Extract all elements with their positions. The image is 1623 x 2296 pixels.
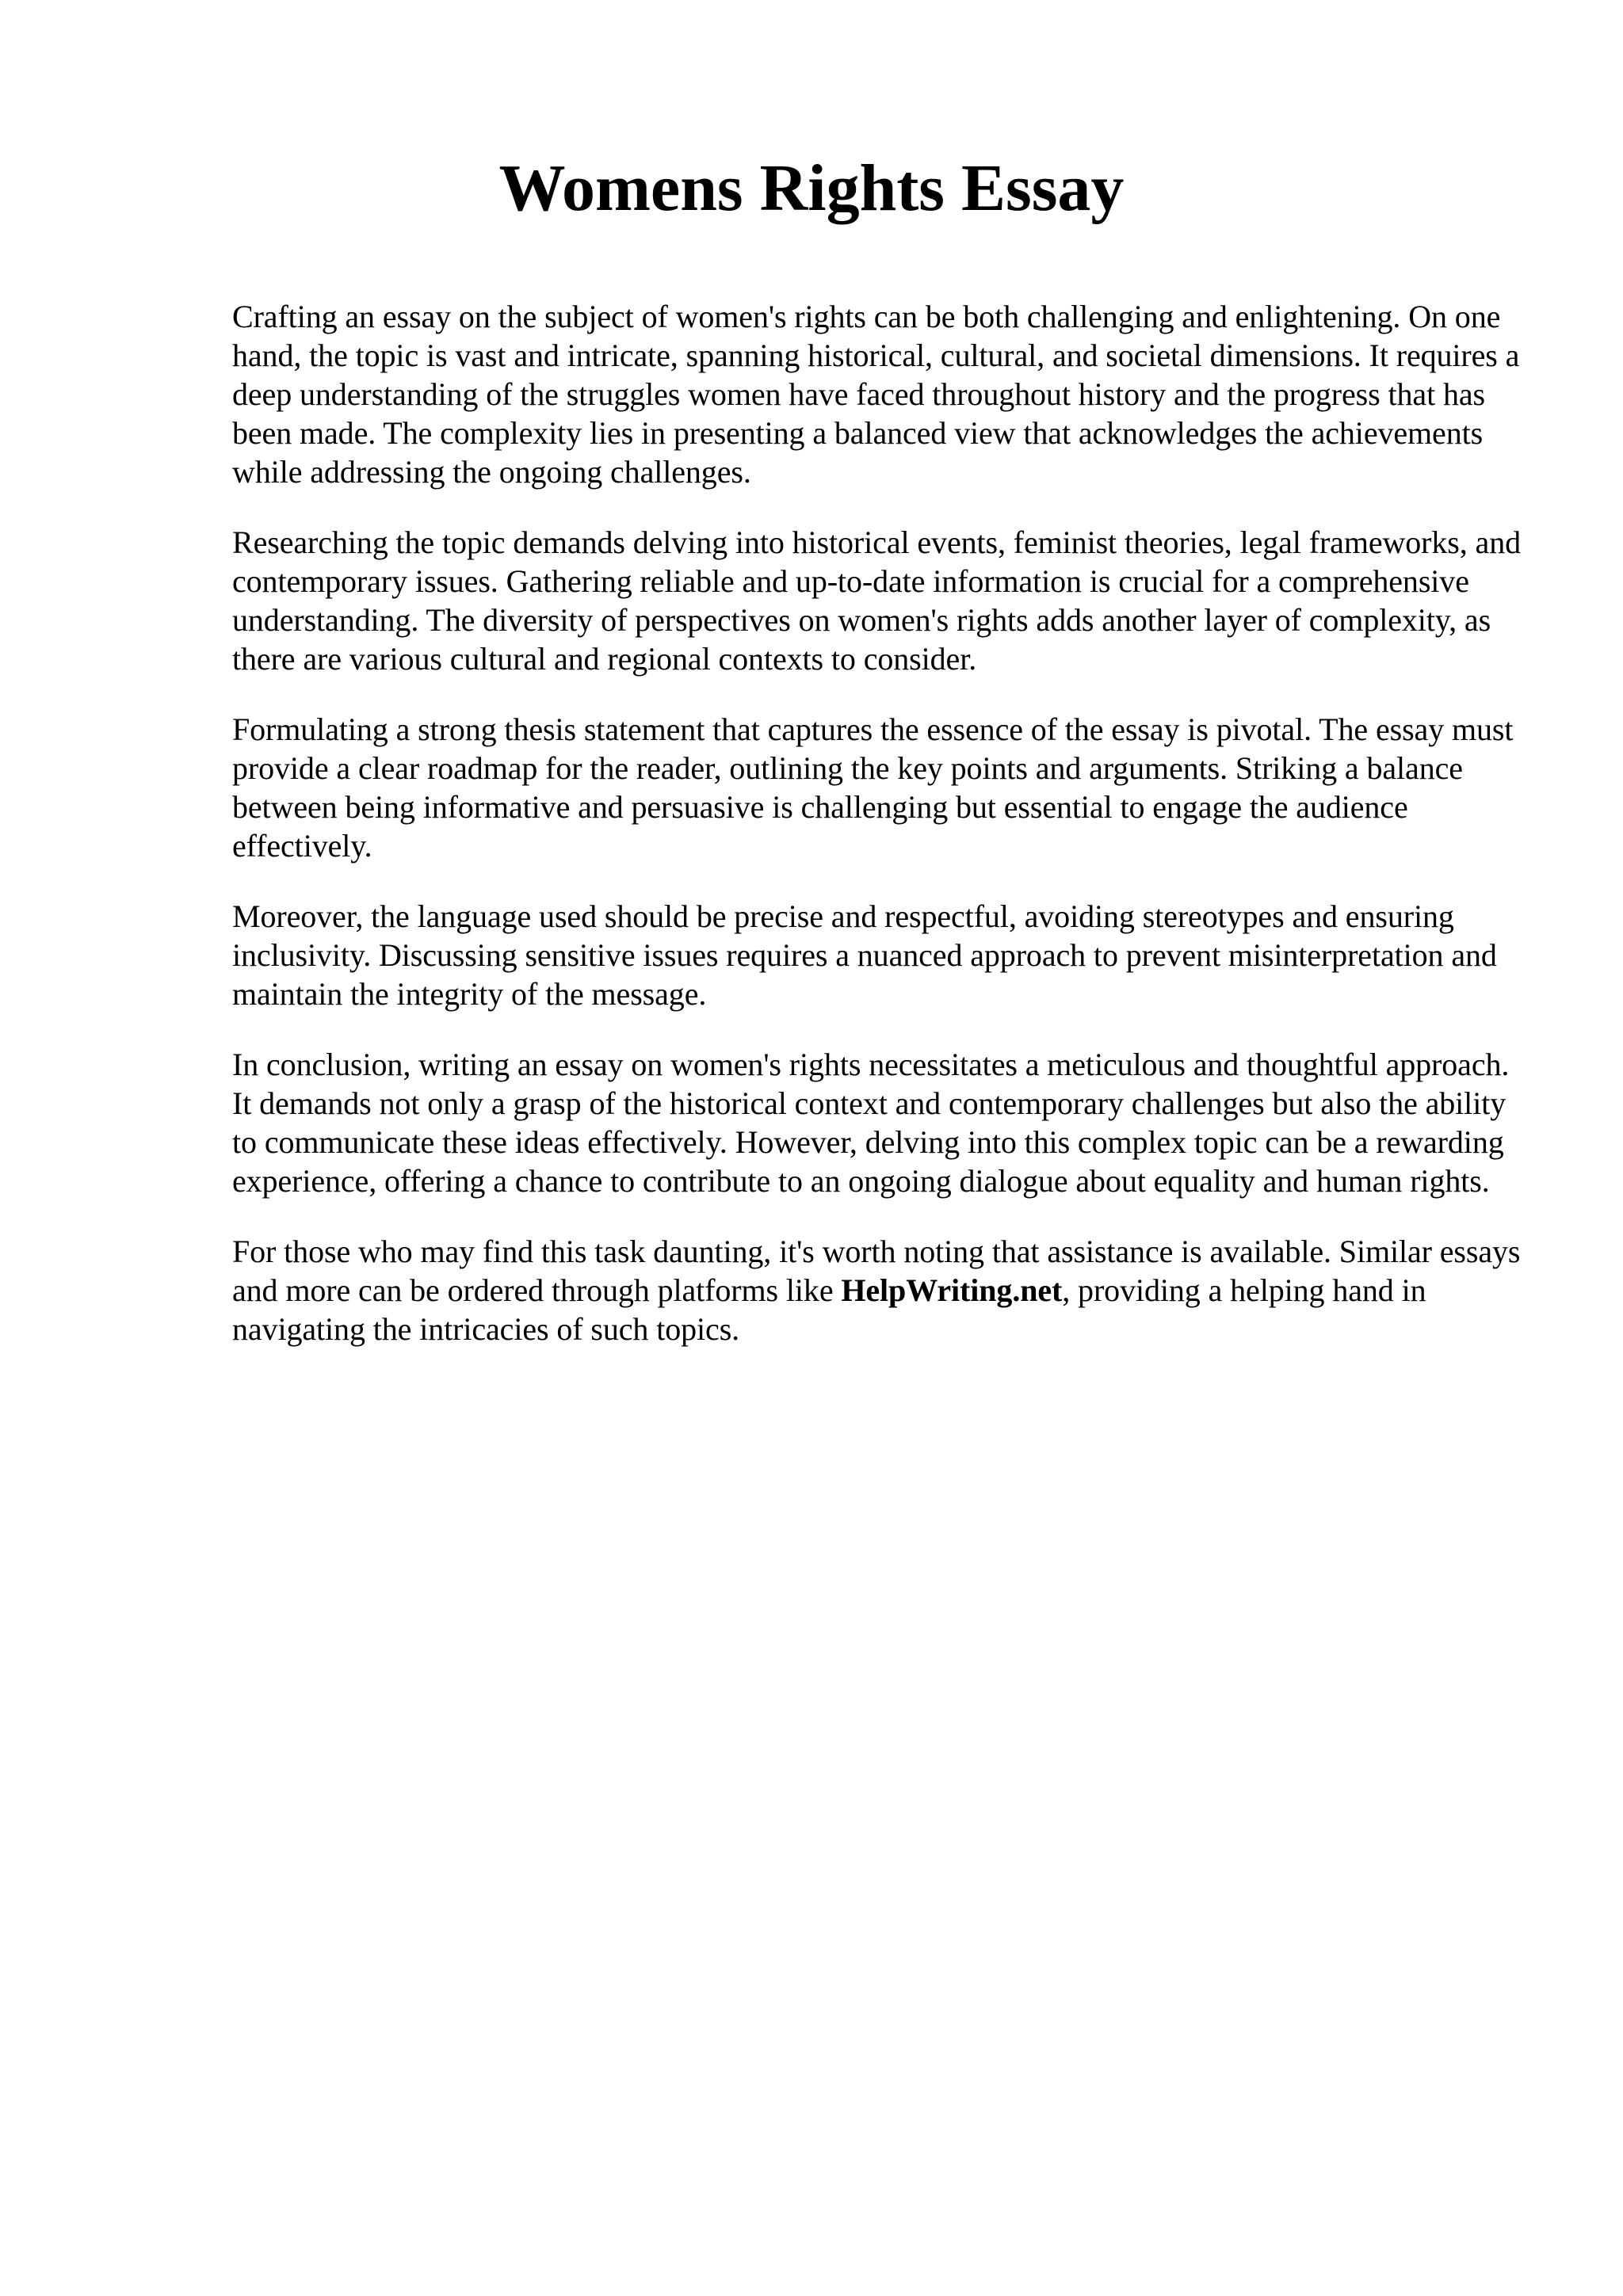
paragraph-intro: Crafting an essay on the subject of women's rights can be both challenging and enlightening. On one hand, the topic is vast and intricate, spanning historical, cultural, and societal dimensions. It requires a deep understanding of the struggles women have faced throughout history and the progress that has been made. The complexity lies in presenting a balanced view that acknowledges the achievements while addressing the ongoing challenges.: [232, 299, 1520, 490]
paragraph-research: Researching the topic demands delving into historical events, feminist theories, legal frameworks, and contemporary issues. Gathering reliable and up-to-date information is crucial for a comprehensive understanding. The diversity of perspectives on women's rights adds another layer of complexity, as there are various cultural and regional contexts to consider.: [232, 524, 1522, 677]
essay-body: [232, 297, 1532, 1380]
paragraph-thesis: Formulating a strong thesis statement that captures the essence of the essay is pivotal. The essay must provide a clear roadmap for the reader, outlining the key points and arguments. Striking a balance between being informative and persuasive is challenging but essential to engage the audience effectively.: [232, 711, 1514, 864]
paragraph-assistance: [232, 1232, 1532, 1348]
paragraph-conclusion: In conclusion, writing an essay on women's rights necessitates a meticulous and thoughtful approach. It demands not only a grasp of the historical context and contemporary challenges but also the ability to communicate these ideas effectively. However, delving into this complex topic can be a rewarding experience, offering a chance to contribute to an ongoing dialogue about equality and human rights.: [232, 1047, 1510, 1199]
brand-name: HelpWriting.net: [841, 1272, 1063, 1308]
paragraph-language: Moreover, the language used should be precise and respectful, avoiding stereotypes and ensuring inclusivity. Discussing sensitive issues requires a nuanced approach to prevent misinterpretation and maintain the integrity of the message.: [232, 898, 1497, 1012]
assistance-text-before: For those who may find this task daunting, it's worth noting that assistance is available. Similar essays and more can be ordered through platforms like: [232, 1234, 1521, 1308]
document-title: Womens Rights Essay: [498, 151, 1125, 225]
assistance-text-after: , providing a helping hand in navigating the intricacies of such topics.: [232, 1272, 1426, 1347]
